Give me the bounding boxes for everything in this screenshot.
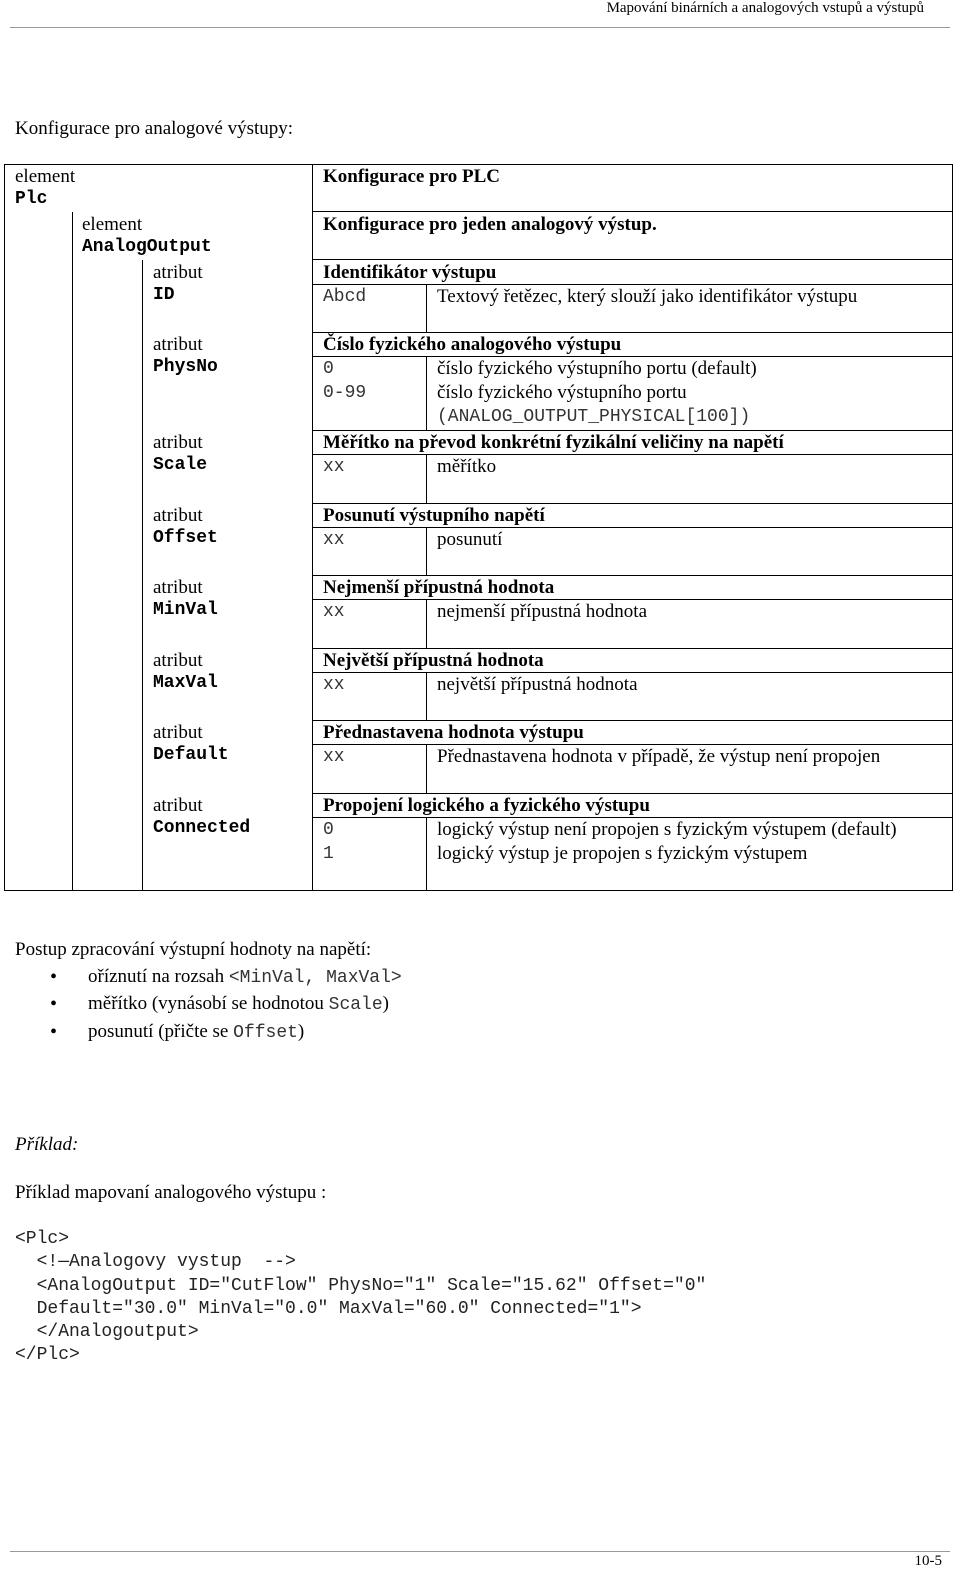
plc-kind: element [15,166,76,187]
divider [312,793,953,794]
value-code: 0 [323,820,334,840]
item-code: <MinVal, MaxVal> [228,967,402,988]
divider [312,165,313,891]
divider [312,503,953,504]
example-heading: Příklad: [15,1134,79,1155]
attr-name: Scale [153,455,208,475]
value-desc: nejmenší přípustná hodnota [437,601,648,622]
attr-kind: atribut [153,650,203,671]
attr-name: PhysNo [153,357,218,377]
attr-title: Číslo fyzického analogového výstupu [323,334,622,355]
divider [72,212,73,891]
attr-title: Propojení logického a fyzického výstupu [323,795,650,816]
divider [312,332,953,333]
divider [312,430,953,431]
attr-name: MinVal [153,600,218,620]
divider [426,599,427,648]
divider [312,284,953,285]
attr-kind: atribut [153,795,203,816]
divider [426,817,427,891]
value-desc: číslo fyzického výstupního portu [437,382,687,403]
processing-item [15,964,402,992]
value-desc: Textový řetězec, který slouží jako identifikátor výstupu [437,286,858,307]
value-code: Abcd [323,287,367,307]
item-after: ) [297,1020,305,1042]
divider [312,744,953,745]
page-header-title: Mapování binárních a analogových vstupů a výstupů [606,0,924,16]
attr-kind: atribut [153,505,203,526]
attr-kind: atribut [153,722,203,743]
attr-title: Posunutí výstupního napětí [323,505,545,526]
example-description: Příklad mapovaní analogového výstupu : [15,1182,327,1203]
attr-name: MaxVal [153,673,218,693]
processing-item [15,1019,402,1047]
header-divider [10,27,950,28]
section-intro: Konfigurace pro analogové výstupy: [15,118,294,139]
attr-title: Nejmenší přípustná hodnota [323,577,555,598]
item-code: Scale [328,995,383,1015]
value-code: xx [323,675,345,695]
attr-name: Connected [153,818,251,838]
divider [312,672,953,673]
value-code: xx [323,530,345,550]
divider [426,356,427,430]
item-after: ) [382,993,389,1014]
attr-title: Největší přípustná hodnota [323,650,544,671]
value-desc: logický výstup není propojen s fyzickým výstupem (default) [437,819,897,840]
divider [312,454,953,455]
value-desc: číslo fyzického výstupního portu (default) [437,358,757,379]
value-desc: logický výstup je propojen s fyzickým výstupem [437,843,808,864]
attr-kind: atribut [153,577,203,598]
attr-title: Přednastavena hodnota výstupu [323,722,584,743]
processing-title: Postup zpracování výstupní hodnoty na napětí: [15,939,372,960]
value-code: xx [323,457,345,477]
value-code: 1 [323,844,334,864]
value-code: xx [323,747,345,767]
divider [426,284,427,332]
attr-kind: atribut [153,334,203,355]
divider [312,259,953,260]
value-desc: posunutí [437,529,503,550]
value-desc: Přednastavena hodnota v případě, že výstup není propojen [437,746,881,767]
example-code: <Plc> <!—Analogovy vystup --> <AnalogOutput ID="CutFlow" PhysNo="1" Scale="15.62" Offset="0" Default="30.0" MinVal="0.0" MaxVal="60.0" Connected="1"> </Analogoutput> </Plc> [15,1229,707,1366]
plc-name: Plc [15,189,48,209]
attr-name: Offset [153,528,218,548]
divider [312,817,953,818]
analogoutput-desc: Konfigurace pro jeden analogový výstup. [323,214,657,235]
divider [312,356,953,357]
value-code: 0 [323,359,334,379]
attr-name: ID [153,285,175,305]
divider [312,599,953,600]
item-text: posunutí (přičte se [88,1020,234,1042]
item-text: oříznutí na rozsah [88,965,229,987]
value-desc-code: (ANALOG_OUTPUT_PHYSICAL[100]) [437,407,751,427]
value-code: 0-99 [323,383,367,403]
config-table [4,164,953,891]
attr-title: Měřítko na převod konkrétní fyzikální veličiny na napětí [323,432,784,453]
divider [426,454,427,503]
attr-kind: atribut [153,262,203,283]
footer-divider [10,1551,950,1552]
plc-desc: Konfigurace pro PLC [323,166,500,187]
page-number: 10-5 [914,1553,942,1569]
analogoutput-name: AnalogOutput [82,237,212,257]
divider [426,672,427,720]
attr-name: Default [153,745,229,765]
item-text: měřítko (vynásobí se hodnotou [88,993,329,1014]
divider [426,744,427,793]
value-code: xx [323,602,345,622]
divider [426,527,427,575]
processing-section [15,937,402,1046]
divider [312,648,953,649]
item-code: Offset [233,1022,298,1043]
attr-kind: atribut [153,432,203,453]
divider [312,575,953,576]
value-desc: největší přípustná hodnota [437,674,638,695]
attr-title: Identifikátor výstupu [323,262,497,283]
processing-item [15,991,402,1019]
divider [312,527,953,528]
analogoutput-kind: element [82,214,143,235]
divider [312,720,953,721]
value-desc: měřítko [437,456,497,477]
divider [142,260,143,891]
divider [312,211,953,212]
